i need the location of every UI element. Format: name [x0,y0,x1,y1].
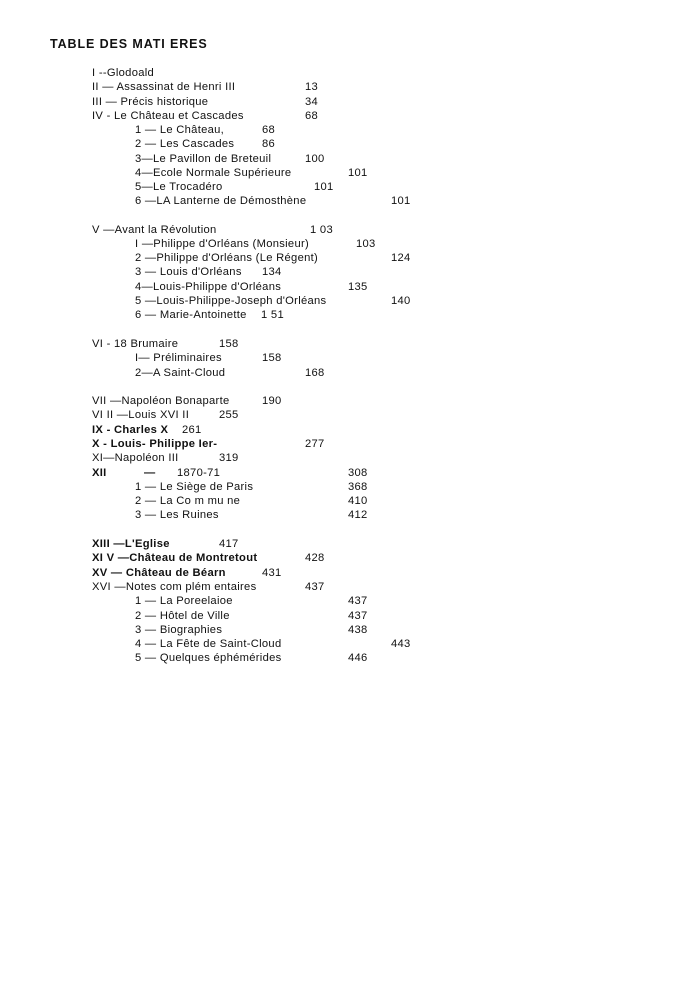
toc-entry-text: 5—Le Trocadéro [135,181,223,193]
toc-entry-page: 443 [391,638,411,650]
toc-entry-text: VI II —Louis XVI II [92,409,190,421]
toc-entry-text: 6 — Marie-Antoinette [135,309,247,321]
toc-entry-page: 308 [348,467,368,479]
toc-entry-page: 158 [262,352,282,364]
toc-entry-page: 1 51 [261,309,284,321]
toc-entry-page: 368 [348,481,368,493]
toc-entry-text: 5 —Louis-Philippe-Joseph d'Orléans [135,295,327,307]
toc-entry-page: 135 [348,281,368,293]
toc-entry-text: IX - Charles X [92,424,169,436]
toc-entry-page: 86 [262,138,276,150]
toc-entry-text: IV - Le Château et Cascades [92,110,244,122]
toc-entry-page: 255 [219,409,239,421]
toc-entry-text: 3 — Les Ruines [135,509,219,521]
toc-entry-text: 2 — Les Cascades [135,138,235,150]
toc-entry-text: I --Glodoald [92,67,155,79]
toc-entry-page: 190 [262,395,282,407]
toc-entry-text: X - Louis- Philippe Ier- [92,438,218,450]
toc-entry-text: I —Philippe d'Orléans (Monsieur) [135,238,310,250]
toc-entry-text: 1 — Le Château, [135,124,225,136]
toc-entry-text: 1 — Le Siège de Paris [135,481,254,493]
toc-entry-text: 2—A Saint-Cloud [135,367,226,379]
toc-entry-text: XI V —Château de Montretout [92,552,258,564]
toc-entry-page: 101 [348,167,368,179]
toc-entry-text: II — Assassinat de Henri III [92,81,236,93]
toc-entry-page: 68 [305,110,319,122]
toc-entry-text: VI - 18 Brumaire [92,338,179,350]
toc-entry-text: 4—Ecole Normale Supérieure [135,167,292,179]
toc-entry-text: 3—Le Pavillon de Breteuil [135,153,272,165]
toc-entry-page: 437 [305,581,325,593]
toc-entry-text: XII — [92,467,156,479]
toc-entry-page: 431 [262,567,282,579]
toc-entry-text: XVI —Notes com plém entaires [92,581,257,593]
toc-entry-text: 5 — Quelques éphémérides [135,652,282,664]
toc-entry-text: 3 — Louis d'Orléans [135,266,242,278]
toc-entry-text: XIII —L'Eglise [92,538,170,550]
toc-entry-page: 124 [391,252,411,264]
toc-entry-page: 410 [348,495,368,507]
toc-entry-page: 428 [305,552,325,564]
toc-entry-page: 101 [391,195,411,207]
toc-entry-text: 2 —Philippe d'Orléans (Le Régent) [135,252,319,264]
toc-entry-page: 34 [305,96,319,108]
toc-entry-page: 168 [305,367,325,379]
toc-entry-page: 446 [348,652,368,664]
toc-entry-text: 4 — La Fête de Saint-Cloud [135,638,282,650]
toc-entry-page: 438 [348,624,368,636]
toc-entry-text: 4—Louis-Philippe d'Orléans [135,281,282,293]
toc-entry-page: 261 [182,424,202,436]
toc-entry-page: 103 [356,238,376,250]
toc-entry-page: 13 [305,81,319,93]
toc-entry-page: 101 [314,181,334,193]
document-title: TABLE DES MATI ERES [50,37,208,51]
toc-entry-page: 158 [219,338,239,350]
toc-entry-page: 100 [305,153,325,165]
toc-entry-page: 437 [348,595,368,607]
toc-entry-text: 2 — La Co m mu ne [135,495,241,507]
toc-entry-text: VII —Napoléon Bonaparte [92,395,230,407]
toc-entry-text: 2 — Hôtel de Ville [135,610,230,622]
toc-entry-text: XV — Château de Béarn [92,567,226,579]
toc-entry-page: 140 [391,295,411,307]
toc-entry-page: 417 [219,538,239,550]
toc-entry-page: 68 [262,124,276,136]
toc-entry-page: 1 03 [310,224,333,236]
toc-entry-text: 6 —LA Lanterne de Démosthène [135,195,307,207]
toc-entry-text: V —Avant la Révolution [92,224,217,236]
toc-entry-page: 319 [219,452,239,464]
toc-entry-text: III — Précis historique [92,96,209,108]
toc-entry-text: XI—Napoléon III [92,452,179,464]
toc-entry-text: 1870-71 [177,467,221,479]
toc-entry-text: 3 — Biographies [135,624,223,636]
toc-entry-page: 412 [348,509,368,521]
toc-entry-page: 134 [262,266,282,278]
toc-entry-text: I— Préliminaires [135,352,222,364]
toc-entry-text: 1 — La Poreelaioe [135,595,233,607]
toc-entry-page: 277 [305,438,325,450]
toc-entry-page: 437 [348,610,368,622]
